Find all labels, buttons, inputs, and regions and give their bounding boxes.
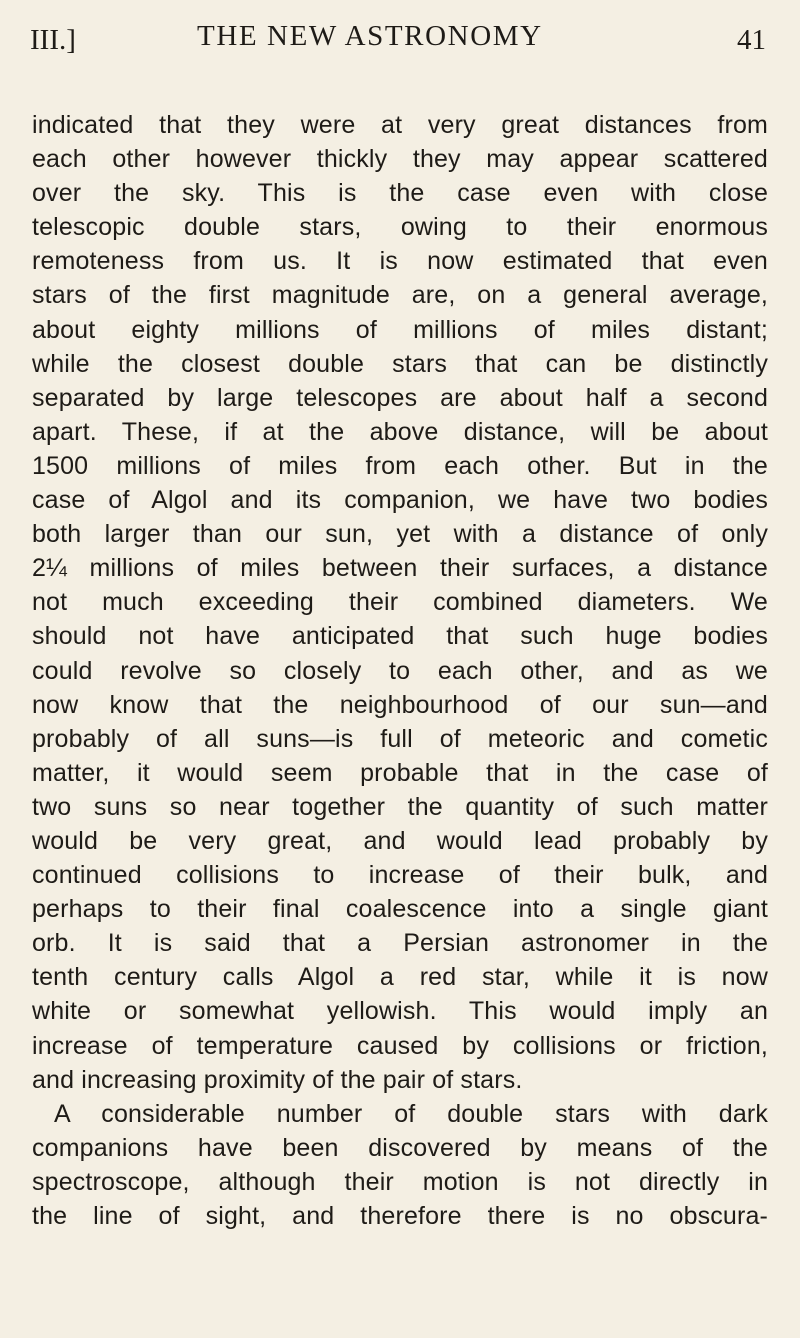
text-line: two suns so near together the quantity of such matter [32,792,768,821]
chapter-marker: III.] [30,24,76,56]
text-line: telescopic double stars, owing to their enormous [32,213,768,242]
text-line: remoteness from us. It is now estimated that even [32,247,768,276]
text-line: indicated that they were at very great distances from [32,111,768,139]
text-line: perhaps to their final coalescence into a single giant [32,895,768,924]
text-line: separated by large telescopes are about half a second [32,383,768,412]
page-number: 41 [737,24,766,56]
text-line: spectroscope, although their motion is not directly in [32,1167,768,1196]
text-line: about eighty millions of millions of miles distant; [32,315,768,344]
text-line: orb. It is said that a Persian astronomer in the [32,929,768,958]
text-line: 2¼ millions of miles between their surfaces, a distance [32,554,768,583]
text-line: companions have been discovered by means of the [32,1133,768,1162]
text-line: both larger than our sun, yet with a distance of only [32,520,768,549]
text-line: increase of temperature caused by collisions or friction, [32,1031,768,1060]
text-line: would be very great, and would lead probably by [32,826,768,855]
paragraph-start-line: A considerable number of double stars with dark [54,1099,768,1128]
text-line: apart. These, if at the above distance, will be about [32,417,768,446]
text-line: could revolve so closely to each other, and as we [32,656,768,685]
text-line: tenth century calls Algol a red star, while it is now [32,963,768,992]
body-text [32,108,768,1233]
text-line: probably of all suns—is full of meteoric and cometic [32,724,768,753]
text-line: not much exceeding their combined diameters. We [32,588,768,617]
text-line: the line of sight, and therefore there is no obscura- [32,1202,768,1230]
text-line: stars of the first magnitude are, on a general average, [32,281,768,310]
text-line: now know that the neighbourhood of our sun—and [32,690,768,719]
paragraph-end-line: and increasing proximity of the pair of stars. [32,1065,523,1094]
running-title: THE NEW ASTRONOMY [197,20,543,52]
text-line: white or somewhat yellowish. This would imply an [32,997,768,1026]
text-line: while the closest double stars that can be distinctly [32,349,768,378]
text-line: 1500 millions of miles from each other. But in the [32,451,768,480]
running-header [30,20,770,60]
text-line: matter, it would seem probable that in the case of [32,758,768,787]
text-line: continued collisions to increase of their bulk, and [32,861,768,890]
text-line: should not have anticipated that such huge bodies [32,622,768,651]
text-line: each other however thickly they may appear scattered [32,145,768,174]
text-line: over the sky. This is the case even with close [32,179,768,208]
text-line: case of Algol and its companion, we have two bodies [32,486,768,515]
